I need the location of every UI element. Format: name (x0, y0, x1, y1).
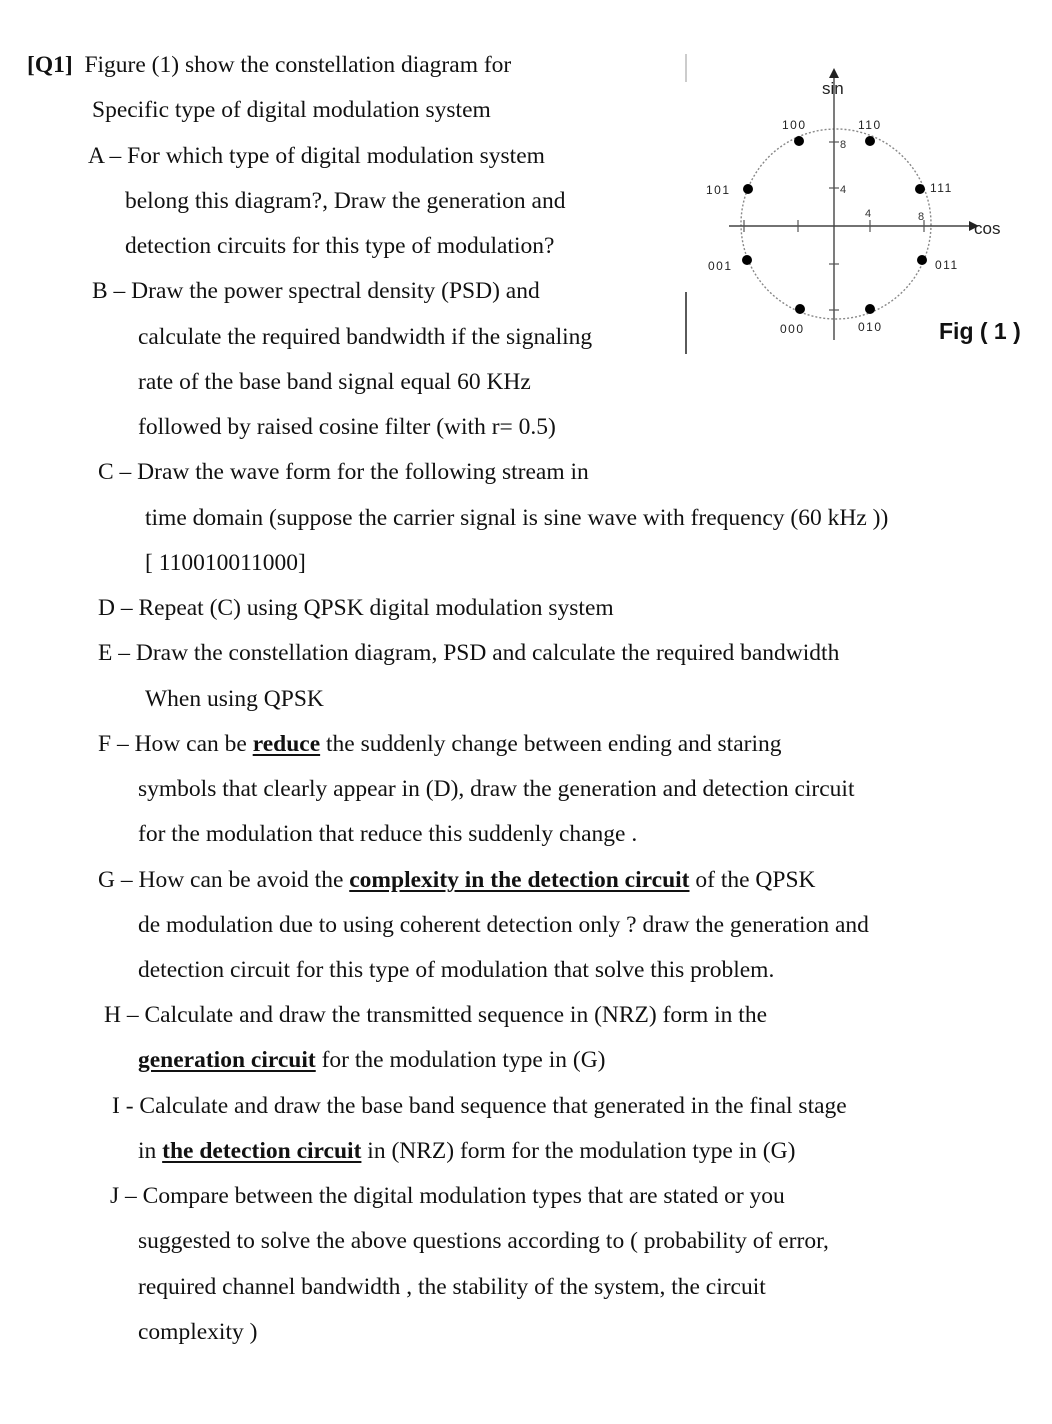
q1-line-1 (27, 50, 511, 80)
part-h-underlined: generation circuit (138, 1047, 316, 1073)
tick-label-sin-8: 8 (840, 139, 847, 151)
label-011: 011 (935, 258, 959, 272)
question-tag: [Q1] (27, 52, 73, 78)
part-g-line-1 (98, 865, 816, 895)
point-100 (794, 136, 804, 146)
part-d-line: D – Repeat (C) using QPSK digital modulation system (98, 595, 614, 621)
part-i-l2-pre: in (138, 1138, 163, 1164)
part-a-line-1: A – For which type of digital modulation system (88, 143, 545, 169)
label-100: 100 (782, 118, 807, 132)
part-c-line-1: C – Draw the wave form for the following stream in (98, 459, 589, 485)
label-000: 000 (780, 322, 805, 336)
part-b-line-4: followed by raised cosine filter (with r= 0.5) (138, 414, 556, 440)
tick-label-cos-4: 4 (865, 208, 872, 220)
cos-label: cos (974, 219, 1001, 238)
point-101 (743, 184, 753, 194)
part-j-line-4: complexity ) (138, 1319, 258, 1345)
part-f-l1-pre: F – How can be (98, 731, 253, 757)
point-001 (742, 255, 752, 265)
tick-label-sin-4: 4 (840, 184, 847, 196)
label-001: 001 (708, 259, 733, 273)
label-010: 010 (858, 320, 883, 334)
sin-label: sin (822, 79, 844, 98)
point-011 (917, 255, 927, 265)
part-b-line-3: rate of the base band signal equal 60 KHz (138, 369, 531, 395)
part-g-line-3: detection circuit for this type of modulation that solve this problem. (138, 957, 775, 983)
part-i-line-1: I - Calculate and draw the base band sequence that generated in the final stage (112, 1093, 847, 1119)
intro-line-1: Figure (1) show the constellation diagram for (84, 52, 512, 78)
part-g-line-2: de modulation due to using coherent detection only ? draw the generation and (138, 912, 869, 938)
unit-circle (741, 129, 931, 319)
part-i-l2-post: in (NRZ) form for the modulation type in (G) (361, 1138, 796, 1164)
part-h-line-2 (138, 1045, 606, 1075)
part-f-l1-post: the suddenly change between ending and staring (320, 731, 782, 757)
label-110: 110 (858, 118, 882, 132)
point-010 (865, 304, 875, 314)
part-c-line-2: time domain (suppose the carrier signal is sine wave with frequency (60 kHz )) (145, 505, 889, 531)
part-h-line-1: H – Calculate and draw the transmitted sequence in (NRZ) form in the (104, 1002, 768, 1028)
label-101: 101 (706, 183, 731, 197)
part-i-line-2 (138, 1136, 795, 1166)
part-e-line-2: When using QPSK (145, 686, 324, 712)
constellation-figure (684, 52, 1044, 362)
part-i-underlined: the detection circuit (162, 1138, 362, 1164)
intro-line-2: Specific type of digital modulation system (92, 97, 491, 123)
sin-arrow-icon (829, 68, 839, 78)
point-111 (915, 184, 925, 194)
part-a-line-2: belong this diagram?, Draw the generation and (125, 188, 566, 214)
constellation-diagram (684, 52, 1044, 362)
part-j-line-1: J – Compare between the digital modulation types that are stated or you (110, 1183, 785, 1209)
label-111: 111 (930, 181, 953, 195)
part-j-line-2: suggested to solve the above questions according to ( probability of error, (138, 1228, 829, 1254)
part-b-line-1: B – Draw the power spectral density (PSD) and (92, 278, 540, 304)
part-f-line-1 (98, 729, 782, 759)
part-j-line-3: required channel bandwidth , the stability of the system, the circuit (138, 1274, 766, 1300)
part-c-line-3: [ 110010011000] (145, 550, 306, 576)
part-b-line-2: calculate the required bandwidth if the signaling (138, 324, 593, 350)
part-h-l2-post: for the modulation type in (G) (315, 1047, 606, 1073)
part-f-underlined: reduce (252, 731, 321, 757)
part-e-line-1: E – Draw the constellation diagram, PSD and calculate the required bandwidth (98, 640, 840, 666)
point-110 (865, 136, 875, 146)
point-000 (795, 304, 805, 314)
part-f-line-3: for the modulation that reduce this suddenly change . (138, 821, 638, 847)
tick-label-cos-8: 8 (918, 211, 925, 223)
part-a-line-3: detection circuits for this type of modulation? (125, 233, 555, 259)
part-g-underlined: complexity in the detection circuit (349, 867, 690, 893)
figure-caption: Fig ( 1 ) (939, 318, 1021, 344)
part-f-line-2: symbols that clearly appear in (D), draw the generation and detection circuit (138, 776, 855, 802)
part-g-l1-post: of the QPSK (689, 867, 816, 893)
part-g-l1-pre: G – How can be avoid the (98, 867, 350, 893)
